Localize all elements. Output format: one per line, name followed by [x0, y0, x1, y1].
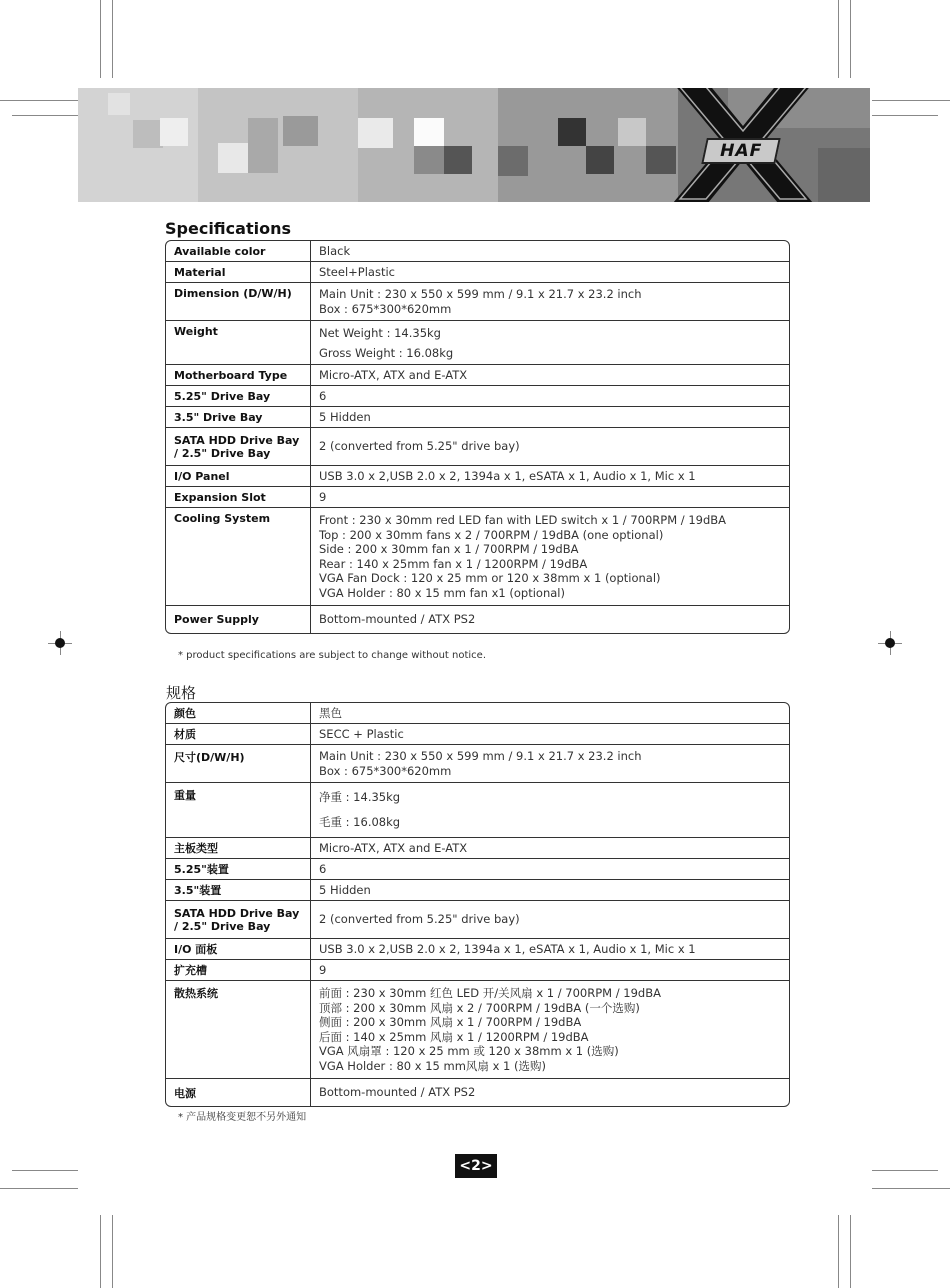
spec-row	[166, 283, 789, 321]
spec-value-line: 2 (converted from 5.25" drive bay)	[319, 912, 520, 927]
spec-row	[166, 838, 789, 859]
spec-label: 尺寸(D/W/H)	[166, 745, 311, 783]
registration-mark-right	[885, 638, 895, 648]
spec-value-line: Bottom-mounted / ATX PS2	[319, 612, 476, 627]
spec-value	[311, 365, 789, 386]
specifications-table	[165, 240, 790, 634]
spec-row	[166, 960, 789, 981]
spec-value-line: 6	[319, 861, 327, 876]
specifications-table-cn	[165, 702, 790, 1107]
spec-row	[166, 703, 789, 724]
spec-row	[166, 606, 789, 633]
spec-value-line: 后面 : 140 x 25mm 风扇 x 1 / 1200RPM / 19dBA	[319, 1029, 589, 1044]
spec-value	[311, 745, 789, 783]
spec-value-line: Net Weight : 14.35kg	[319, 325, 441, 340]
spec-value-line: VGA Holder : 80 x 15 mm fan x1 (optional)	[319, 585, 565, 600]
spec-row	[166, 262, 789, 283]
spec-value-line: Side : 200 x 30mm fan x 1 / 700RPM / 19dBA	[319, 542, 579, 556]
spec-label: Material	[166, 262, 311, 283]
spec-value-line: 黑色	[319, 705, 342, 720]
header-banner	[78, 88, 870, 202]
spec-value	[311, 262, 789, 283]
spec-label: SATA HDD Drive Bay / 2.5" Drive Bay	[166, 901, 311, 939]
spec-value-line: 顶部 : 200 x 30mm 风扇 x 2 / 700RPM / 19dBA (一个选购)	[319, 1000, 640, 1015]
spec-value-line: Rear : 140 x 25mm fan x 1 / 1200RPM / 19dBA	[319, 556, 588, 571]
spec-label: Expansion Slot	[166, 487, 311, 508]
spec-label: 3.5" Drive Bay	[166, 407, 311, 428]
spec-value-line: 前面 : 230 x 30mm 红色 LED 开/关风扇 x 1 / 700RPM / 19dBA	[319, 986, 661, 1000]
spec-label: I/O 面板	[166, 939, 311, 960]
spec-label: I/O Panel	[166, 466, 311, 487]
spec-value	[311, 724, 789, 745]
specifications-note: * product specifications are subject to change without notice.	[178, 650, 487, 661]
spec-value-line: USB 3.0 x 2,USB 2.0 x 2, 1394a x 1, eSATA x 1, Audio x 1, Mic x 1	[319, 468, 696, 483]
specifications-title-cn: 规格	[166, 684, 197, 702]
spec-value-line: VGA Holder : 80 x 15 mm风扇 x 1 (选购)	[319, 1058, 546, 1073]
spec-value-line: 侧面 : 200 x 30mm 风扇 x 1 / 700RPM / 19dBA	[319, 1015, 582, 1029]
spec-value	[311, 283, 789, 321]
spec-value	[311, 1079, 789, 1106]
haf-logo-text: HAF	[701, 138, 781, 164]
spec-row	[166, 880, 789, 901]
spec-value	[311, 241, 789, 262]
spec-row	[166, 407, 789, 428]
spec-value-line: VGA Fan Dock : 120 x 25 mm or 120 x 38mm x 1 (optional)	[319, 571, 661, 585]
spec-value-line: VGA 风扇罩 : 120 x 25 mm 或 120 x 38mm x 1 (选购)	[319, 1044, 619, 1058]
spec-value	[311, 321, 789, 365]
spec-row	[166, 783, 789, 838]
spec-row	[166, 386, 789, 407]
spec-value-line: Bottom-mounted / ATX PS2	[319, 1085, 476, 1100]
spec-value-line: Box : 675*300*620mm	[319, 763, 452, 778]
spec-label: 颜色	[166, 703, 311, 724]
spec-value-line: USB 3.0 x 2,USB 2.0 x 2, 1394a x 1, eSATA x 1, Audio x 1, Mic x 1	[319, 941, 696, 956]
spec-value-line: Box : 675*300*620mm	[319, 301, 452, 316]
spec-label: 扩充槽	[166, 960, 311, 981]
spec-value-line: 9	[319, 962, 327, 977]
spec-value-line: Black	[319, 243, 351, 258]
spec-value	[311, 386, 789, 407]
spec-row	[166, 859, 789, 880]
spec-value	[311, 981, 789, 1079]
spec-label: Dimension (D/W/H)	[166, 283, 311, 321]
spec-value-line: Main Unit : 230 x 550 x 599 mm / 9.1 x 21.7 x 23.2 inch	[319, 749, 642, 763]
spec-row	[166, 321, 789, 365]
spec-label: Available color	[166, 241, 311, 262]
spec-value	[311, 960, 789, 981]
spec-label: Weight	[166, 321, 311, 365]
spec-label: 电源	[166, 1079, 311, 1106]
spec-value-line: 5 Hidden	[319, 409, 371, 424]
spec-label: 重量	[166, 783, 311, 838]
spec-value	[311, 859, 789, 880]
spec-value-line: Front : 230 x 30mm red LED fan with LED switch x 1 / 700RPM / 19dBA	[319, 513, 727, 527]
spec-row	[166, 724, 789, 745]
spec-row	[166, 241, 789, 262]
spec-row	[166, 1079, 789, 1106]
page-number: <2>	[455, 1154, 497, 1178]
spec-row	[166, 487, 789, 508]
spec-label: 3.5"装置	[166, 880, 311, 901]
spec-label: 5.25" Drive Bay	[166, 386, 311, 407]
spec-value-line: 5 Hidden	[319, 882, 371, 897]
spec-value	[311, 783, 789, 838]
spec-row	[166, 428, 789, 466]
spec-label: 散热系统	[166, 981, 311, 1079]
spec-row	[166, 901, 789, 939]
spec-value	[311, 487, 789, 508]
spec-value	[311, 901, 789, 939]
spec-row	[166, 745, 789, 783]
spec-row	[166, 939, 789, 960]
spec-value	[311, 880, 789, 901]
spec-value-line: Main Unit : 230 x 550 x 599 mm / 9.1 x 21.7 x 23.2 inch	[319, 287, 642, 301]
spec-value	[311, 838, 789, 859]
spec-row	[166, 365, 789, 386]
spec-value-line: 毛重 : 16.08kg	[319, 815, 401, 829]
spec-value-line: 净重 : 14.35kg	[319, 789, 401, 804]
spec-row	[166, 508, 789, 606]
spec-value-line: Micro-ATX, ATX and E-ATX	[319, 840, 468, 855]
spec-value-line: SECC + Plastic	[319, 726, 404, 741]
spec-value	[311, 508, 789, 606]
spec-row	[166, 466, 789, 487]
spec-value-line: 6	[319, 388, 327, 403]
spec-label: SATA HDD Drive Bay / 2.5" Drive Bay	[166, 428, 311, 466]
spec-value-line: 9	[319, 489, 327, 504]
spec-label: 5.25"装置	[166, 859, 311, 880]
spec-value-line: Top : 200 x 30mm fans x 2 / 700RPM / 19dBA (one optional)	[319, 527, 664, 542]
spec-value-line: 2 (converted from 5.25" drive bay)	[319, 439, 520, 454]
spec-value	[311, 466, 789, 487]
spec-label: 主板类型	[166, 838, 311, 859]
spec-label: Power Supply	[166, 606, 311, 633]
spec-value	[311, 428, 789, 466]
spec-label: Motherboard Type	[166, 365, 311, 386]
spec-value-line: Steel+Plastic	[319, 264, 395, 279]
spec-label: Cooling System	[166, 508, 311, 606]
registration-mark-left	[55, 638, 65, 648]
spec-value	[311, 939, 789, 960]
spec-label: 材质	[166, 724, 311, 745]
spec-value	[311, 606, 789, 633]
specifications-title: Specifications	[165, 219, 291, 238]
specifications-note-cn: * 产品规格变更恕不另外通知	[178, 1112, 307, 1123]
spec-value	[311, 407, 789, 428]
spec-value-line: Micro-ATX, ATX and E-ATX	[319, 367, 468, 382]
spec-row	[166, 981, 789, 1079]
spec-value	[311, 703, 789, 724]
spec-value-line: Gross Weight : 16.08kg	[319, 345, 454, 360]
